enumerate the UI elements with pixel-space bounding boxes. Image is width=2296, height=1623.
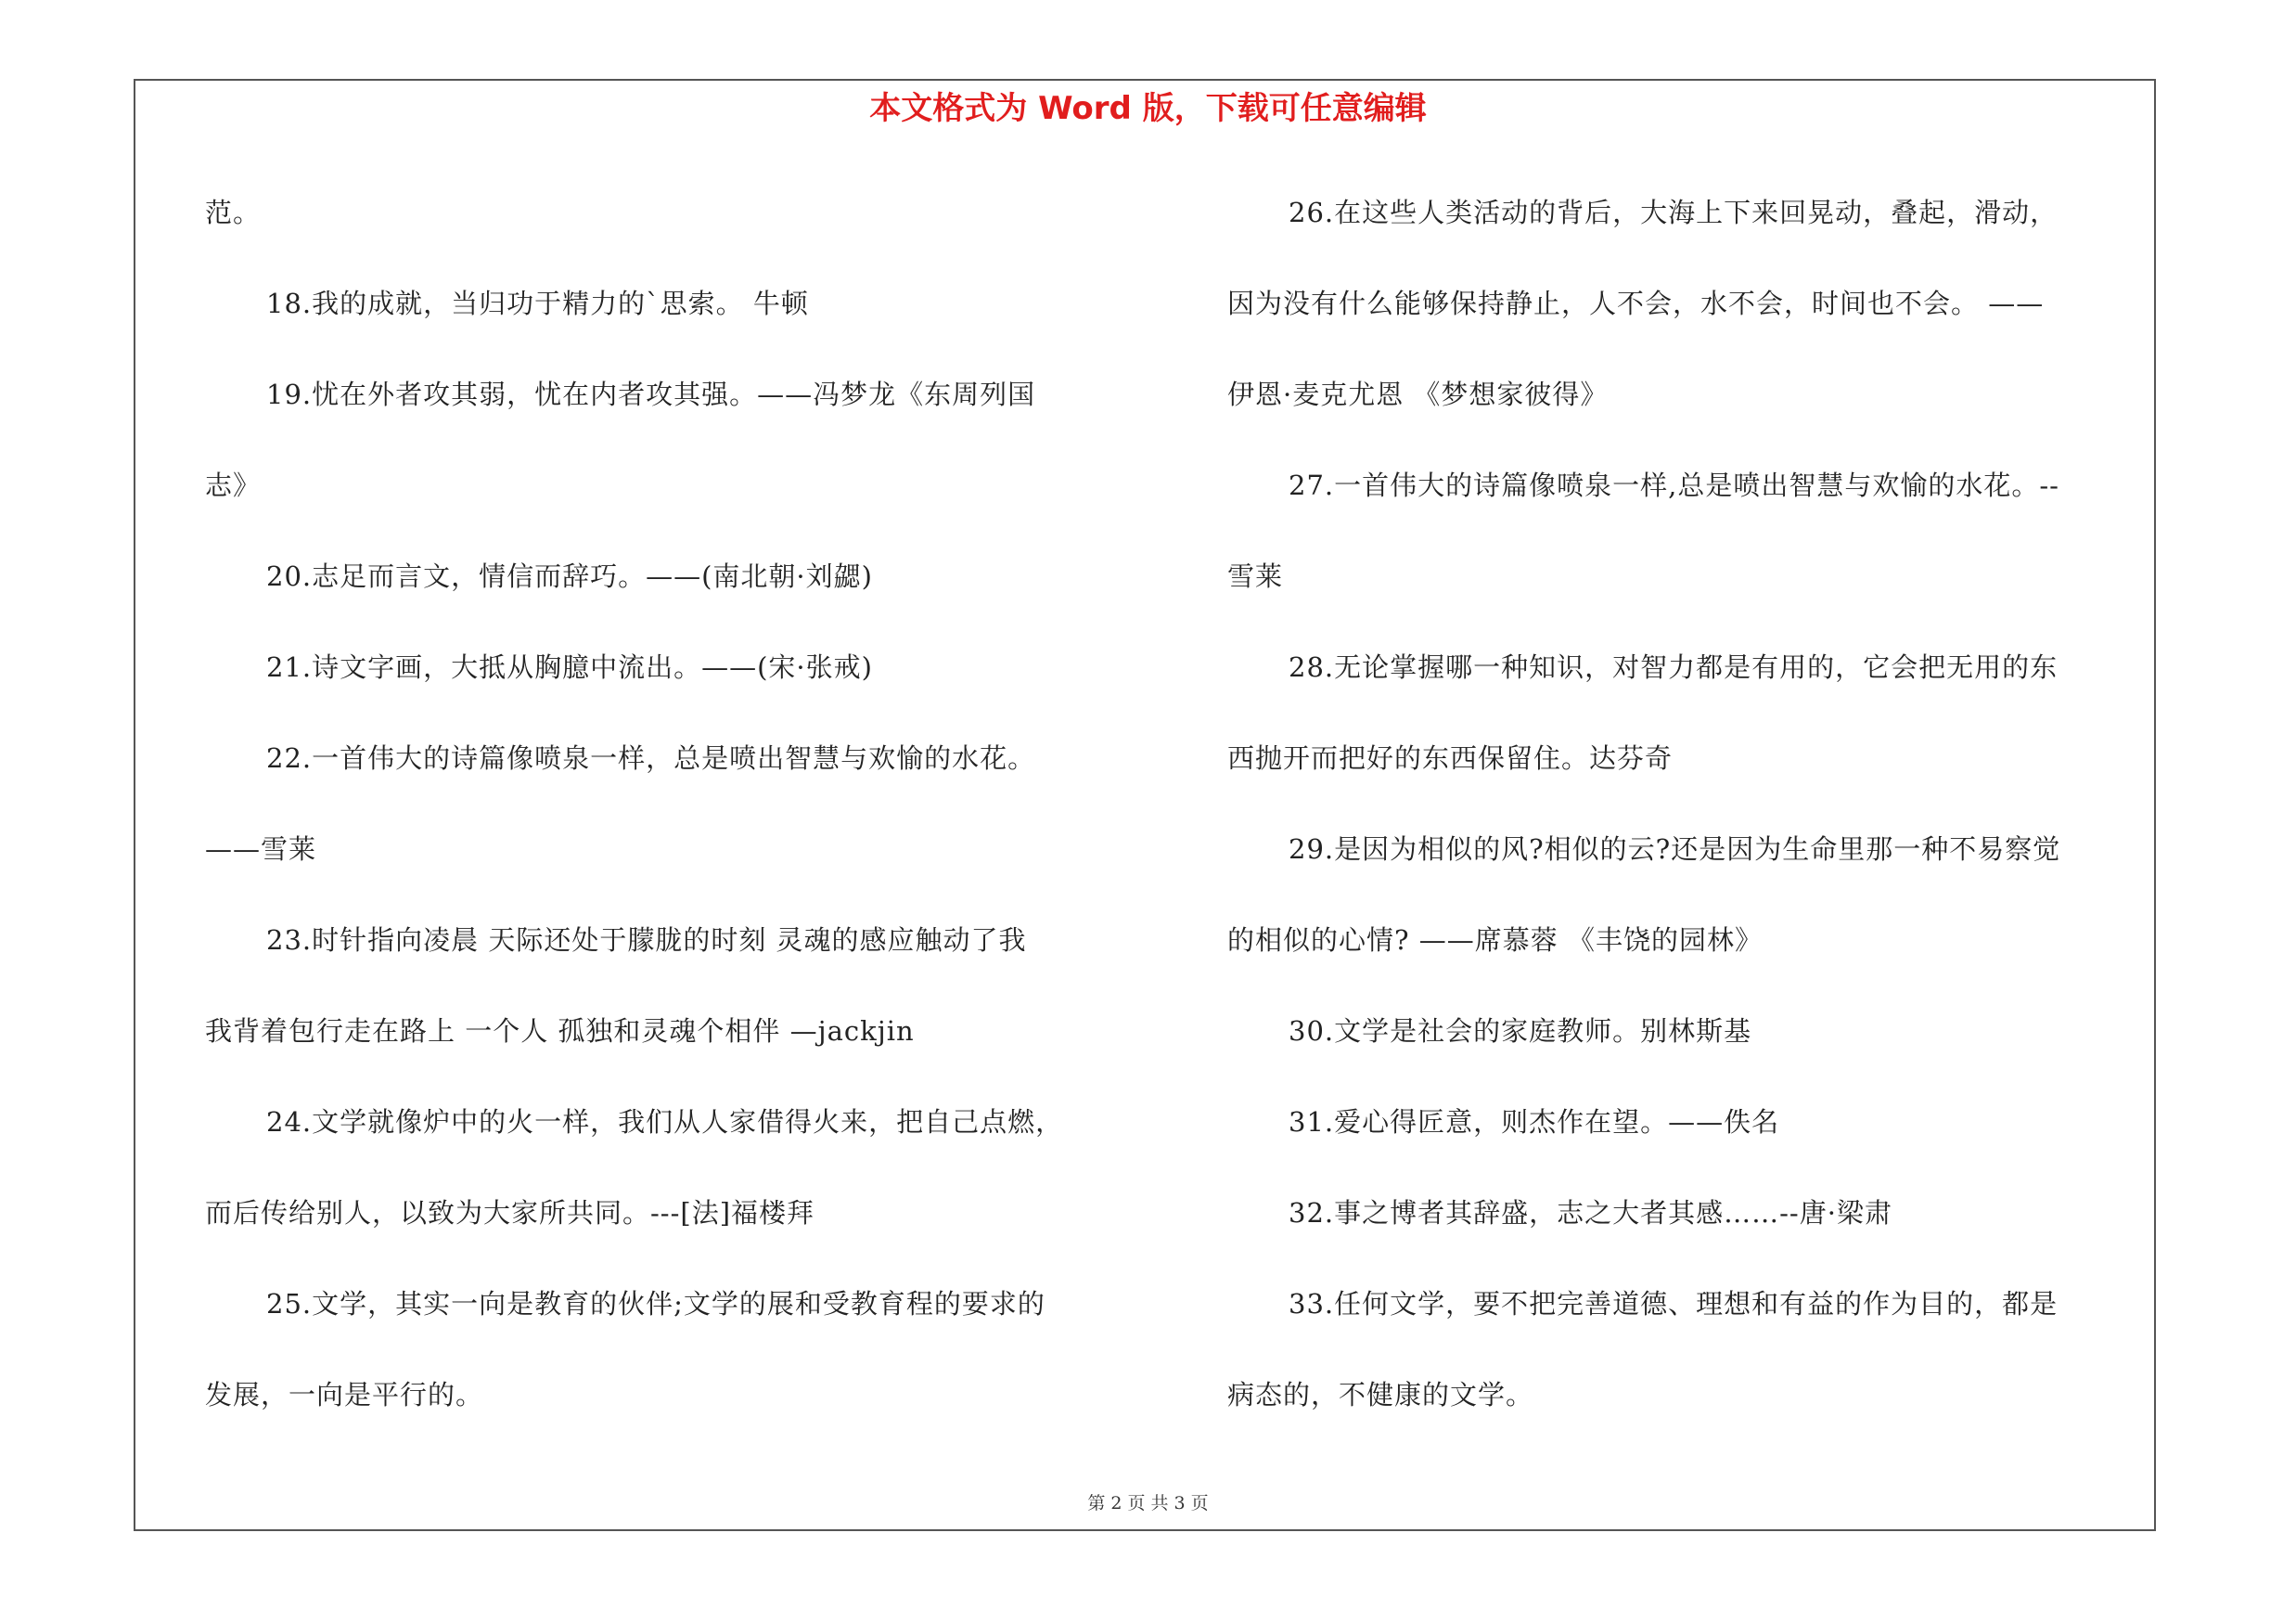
- text-line: 伊恩·麦克尤恩 《梦想家彼得》: [1227, 379, 1609, 410]
- text-line: 32.事之博者其辞盛，志之大者其感……--唐·梁肃: [1289, 1197, 1892, 1229]
- text-line: 29.是因为相似的风?相似的云?还是因为生命里那一种不易察觉: [1289, 833, 2061, 865]
- text-line: 范。: [205, 197, 262, 228]
- text-line: 发展，一向是平行的。: [205, 1379, 484, 1410]
- text-line: 25.文学，其实一向是教育的伙伴;文学的展和受教育程的要求的: [266, 1288, 1045, 1320]
- text-line: 西抛开而把好的东西保留住。达芬奇: [1227, 742, 1674, 774]
- text-line: 而后传给别人，以致为大家所共同。---[法]福楼拜: [205, 1197, 815, 1229]
- text-line: 31.爱心得匠意，则杰作在望。——佚名: [1289, 1106, 1780, 1138]
- text-line: 26.在这些人类活动的背后，大海上下来回晃动，叠起，滑动，: [1289, 197, 2059, 228]
- text-line: 我背着包行走在路上 一个人 孤独和灵魂个相伴 —jackjin: [205, 1015, 915, 1047]
- text-line: 19.忧在外者攻其弱，忧在内者攻其强。——冯梦龙《东周列国: [266, 379, 1036, 410]
- right-column: [1227, 186, 2141, 1459]
- text-line: 雪莱: [1227, 560, 1284, 592]
- text-line: 27.一首伟大的诗篇像喷泉一样,总是喷出智慧与欢愉的水花。--: [1289, 470, 2059, 501]
- text-line: 23.时针指向凌晨 天际还处于朦胧的时刻 灵魂的感应触动了我: [266, 924, 1027, 956]
- text-line: 22.一首伟大的诗篇像喷泉一样，总是喷出智慧与欢愉的水花。: [266, 742, 1036, 774]
- text-line: 24.文学就像炉中的火一样，我们从人家借得火来，把自己点燃，: [266, 1106, 1064, 1138]
- text-line: 志》: [205, 470, 262, 501]
- text-line: 30.文学是社会的家庭教师。别林斯基: [1289, 1015, 1752, 1047]
- text-line: 病态的，不健康的文学。: [1227, 1379, 1534, 1410]
- text-line: ——雪莱: [205, 833, 317, 865]
- page-number-footer: 第 2 页 共 3 页: [1087, 1493, 1209, 1514]
- text-line: 33.任何文学，要不把完善道德、理想和有益的作为目的，都是: [1289, 1288, 2059, 1320]
- word-format-banner: 本文格式为 Word 版，下载可任意编辑: [869, 90, 1427, 127]
- text-line: 21.诗文字画，大抵从胸臆中流出。——(宋·张戒): [266, 651, 873, 683]
- text-line: 20.志足而言文，情信而辞巧。——(南北朝·刘勰): [266, 560, 873, 592]
- text-line: 18.我的成就，当归功于精力的`思索。 牛顿: [266, 288, 809, 319]
- text-line: 因为没有什么能够保持静止，人不会，水不会，时间也不会。 ——: [1227, 288, 2045, 319]
- text-line: 28.无论掌握哪一种知识，对智力都是有用的，它会把无用的东: [1289, 651, 2059, 683]
- text-line: 的相似的心情? ——席慕蓉 《丰饶的园林》: [1227, 924, 1763, 956]
- left-column: [205, 186, 1151, 1459]
